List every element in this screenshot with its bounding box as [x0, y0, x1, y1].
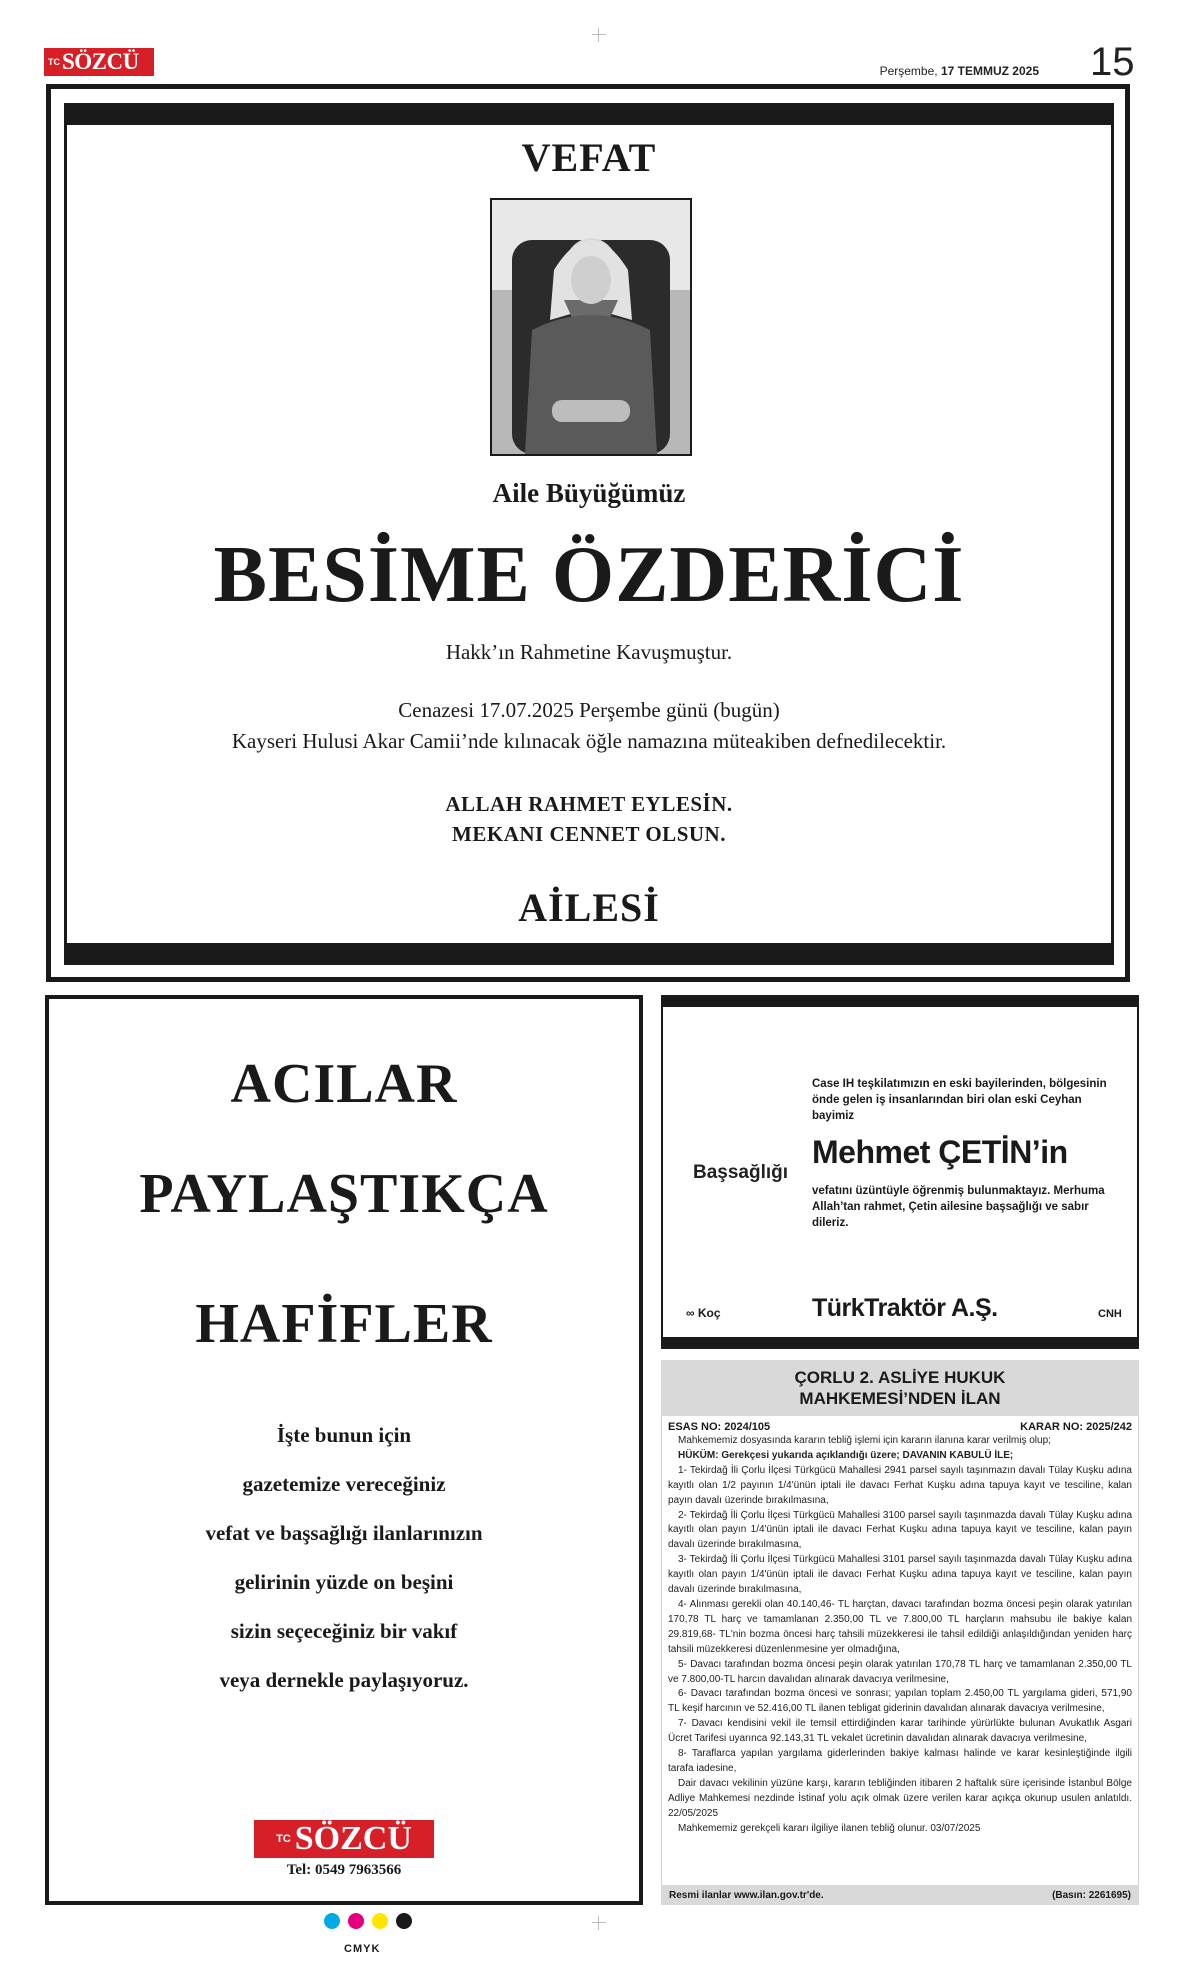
- press-number: (Basın: 2261695): [1052, 1889, 1131, 1901]
- crop-mark-top: [592, 28, 606, 42]
- obituary-line-1: Hakk’ın Rahmetine Kavuşmuştur.: [445, 640, 733, 664]
- prayer-line-2: MEKANI CENNET OLSUN.: [452, 822, 726, 846]
- court-title-line-1: ÇORLU 2. ASLİYE HUKUK: [794, 1368, 1006, 1387]
- court-paragraph: 4- Alınması gerekli olan 40.140,46- TL harçtan, davacı tarafından bozma öncesi peşin olarak yatırılan 170,78 TL harç ve tamamlanan 2.350,00 TL ve 7.800,00 TL harçların mahsubu ile bakiye kalan 29.819,68- TL'nin bozma öncesi harç tahsili müzekkeresi ile tahsil edildiği anlaşıldığından yeniden harç tahsili müzekkeresi düzenlenmesine yer olmadığına,: [668, 1598, 1132, 1655]
- court-paragraph: 5- Davacı tarafından bozma öncesi peşin olarak yatırılan 170,78 TL harç ve tamamlanan 2.350,00 TL ve 7.800,00-TL harcın davalıdan alınarak davacıya verilmesine,: [668, 1658, 1132, 1685]
- court-paragraph: 8- Taraflarca yapılan yargılama giderlerinden bakiye kalması halinde ve karar kesinleştiğinde ilgili tarafa iadesine,: [668, 1748, 1132, 1774]
- sozcu-logo: [44, 48, 154, 76]
- funeral-location-line: Kayseri Hulusi Akar Camii’nde kılınacak öğle namazına müteakiben defnedilecektir.: [231, 729, 947, 753]
- issue-day: Perşembe,: [879, 64, 938, 78]
- court-paragraph: Dair davacı vekilinin yüzüne karşı, kararın tebliğinden itibaren 2 haftalık süre içerisinde İstanbul Bölge Adliye Mahkemesi nezdinde İstinaf yolu açık olmak üzere verilen karar açıkça okunup usulen anlatıldı. 22/05/2025: [668, 1777, 1132, 1819]
- cmyk-dot: [348, 1913, 364, 1929]
- court-paragraph: Mahkememiz dosyasında kararın tebliğ işlemi için kararın ilanına karar verilmiş olup;: [678, 1435, 1051, 1446]
- company-name: TürkTraktör A.Ş.: [812, 1294, 998, 1322]
- acilar-headline-3: HAFİFLER: [195, 1293, 493, 1355]
- court-paragraph: Mahkememiz gerekçeli kararı ilgiliye ilanen tebliğ olunur. 03/07/2025: [678, 1822, 981, 1834]
- funeral-date-line: Cenazesi 17.07.2025 Perşembe günü (bugün): [398, 698, 780, 722]
- logo-name: SÖZCÜ: [294, 1820, 412, 1857]
- court-paragraph: HÜKÜM: Gerekçesi yukarıda açıklandığı üzere; DAVANIN KABULÜ İLE;: [678, 1449, 1014, 1461]
- condolence-name: Mehmet ÇETİN’in: [812, 1134, 1068, 1170]
- cmyk-label: CMYK: [344, 1943, 381, 1955]
- court-paragraph: 7- Davacı kendisini vekil ile temsil ettirdiğinden karar tarihinde yürürlükte bulunan Avukatlık Asgari Ücret Tarifesi uyarınca 92.143,31 TL vekalet ücretinin davalıdan alınarak davacıya verilmesine,: [668, 1718, 1132, 1745]
- court-paragraph: 3- Tekirdağ İli Çorlu İlçesi Türkgücü Mahallesi 3101 parsel sayılı taşınmazda davalı Tülay Kuşku adına kayıtlı olan payın 1/4'ünün iptali ile davacı Ferhat Kuşku adına tapuya kayıt ve tesciline, kalan payın davalı üzerinde bırakılmasına,: [668, 1554, 1132, 1596]
- page-number: 15: [1090, 40, 1135, 84]
- cnh-logo: CNH: [1098, 1308, 1122, 1320]
- official-ads-link[interactable]: Resmi ilanlar www.ilan.gov.tr'de.: [669, 1889, 824, 1901]
- karar-number: KARAR NO: 2025/242: [1020, 1421, 1132, 1433]
- cmyk-dot: [372, 1913, 388, 1929]
- logo-tc: TC: [276, 1833, 291, 1845]
- issue-date: [880, 64, 1039, 78]
- court-paragraph: 2- Tekirdağ İli Çorlu İlçesi Türkgücü Mahallesi 3100 parsel sayılı taşınmazda davalı Tülay Kuşku adına kayıtlı olan payın 1/4'ünün iptali ile davacı Ferhat Kuşku adına tapuya kayıt ve tesciline, kalan payın davalı üzerinde bırakılmasına,: [668, 1509, 1132, 1551]
- logo-tc: TC: [48, 56, 60, 67]
- condolence-label: Başsağlığı: [693, 1162, 789, 1183]
- court-paragraph: 1- Tekirdağ İli Çorlu İlçesi Türkgücü Mahallesi 2941 parsel sayılı taşınmazın davalı Tülay Kuşku adına kayıtlı olan 1/2 payının 1/4'ünün iptali ile davacı Ferhat Kuşku adına tapuya kayıt ve tesciline, kalan payın davalı üzerinde bırakılmasına,: [668, 1464, 1132, 1506]
- acilar-text-line: veya dernekle paylaşıyoruz.: [219, 1668, 469, 1692]
- cmyk-dot: [324, 1913, 340, 1929]
- issue-date-text: 17 TEMMUZ 2025: [940, 64, 1039, 78]
- cmyk-dot: [396, 1913, 412, 1929]
- condolence-text: vefatını üzüntüyle öğrenmiş bulunmaktayız. Merhuma Allah’tan rahmet, Çetin ailesine başsağlığı ve sabır dileriz.: [812, 1185, 1105, 1229]
- acilar-ad-frame: [45, 995, 643, 1905]
- acilar-text-line: vefat ve başsağlığı ilanlarınızın: [205, 1521, 483, 1545]
- obituary-signature: AİLESİ: [518, 885, 660, 930]
- court-notice-title: [661, 1360, 1139, 1416]
- logo-name: SÖZCÜ: [62, 49, 139, 74]
- deceased-name: BESİME ÖZDERİCİ: [213, 531, 965, 619]
- koc-icon: ∞: [686, 1306, 698, 1320]
- contact-phone: Tel: 0549 7963566: [286, 1862, 402, 1878]
- acilar-text-line: İşte bunun için: [276, 1423, 412, 1447]
- court-case-numbers: [668, 1421, 1132, 1433]
- condolence-intro: Case IH teşkilatımızın en eski bayilerinden, bölgesinin önde gelen iş insanlarından biri olan eski Ceyhan bayimiz: [812, 1078, 1107, 1122]
- koc-logo: ∞ Koç: [686, 1306, 721, 1320]
- acilar-text-line: sizin seçeceğiniz bir vakıf: [230, 1619, 458, 1643]
- sozcu-logo-large: [254, 1820, 434, 1858]
- acilar-text-line: gazetemize vereceğiniz: [242, 1472, 446, 1496]
- court-notice-footer: [661, 1885, 1139, 1905]
- acilar-headline-2: PAYLAŞTIKÇA: [139, 1163, 549, 1225]
- esas-number: ESAS NO: 2024/105: [668, 1421, 771, 1433]
- portrait-illustration: [492, 200, 690, 454]
- crop-mark-bottom: [592, 1916, 606, 1930]
- court-notice-body: [668, 1434, 1132, 1836]
- prayer-line-1: ALLAH RAHMET EYLESİN.: [445, 792, 733, 816]
- acilar-text-line: gelirinin yüzde on beşini: [234, 1570, 454, 1594]
- obituary-title: VEFAT: [521, 135, 657, 180]
- acilar-headline-1: ACILAR: [230, 1053, 458, 1115]
- court-paragraph: 6- Davacı tarafından bozma öncesi ve sonrası; yapılan toplam 2.450,00 TL yargılama gideri, 571,90 TL keşif harcının ve 52.416,00 TL ilanen tebligat giderinin davalıdan alınarak davacıya verilmesine,: [668, 1688, 1132, 1715]
- court-title-line-2: MAHKEMESİ’NDEN İLAN: [799, 1389, 1001, 1408]
- obituary-subtitle: Aile Büyüğümüz: [492, 478, 686, 508]
- deceased-photo: [490, 198, 692, 456]
